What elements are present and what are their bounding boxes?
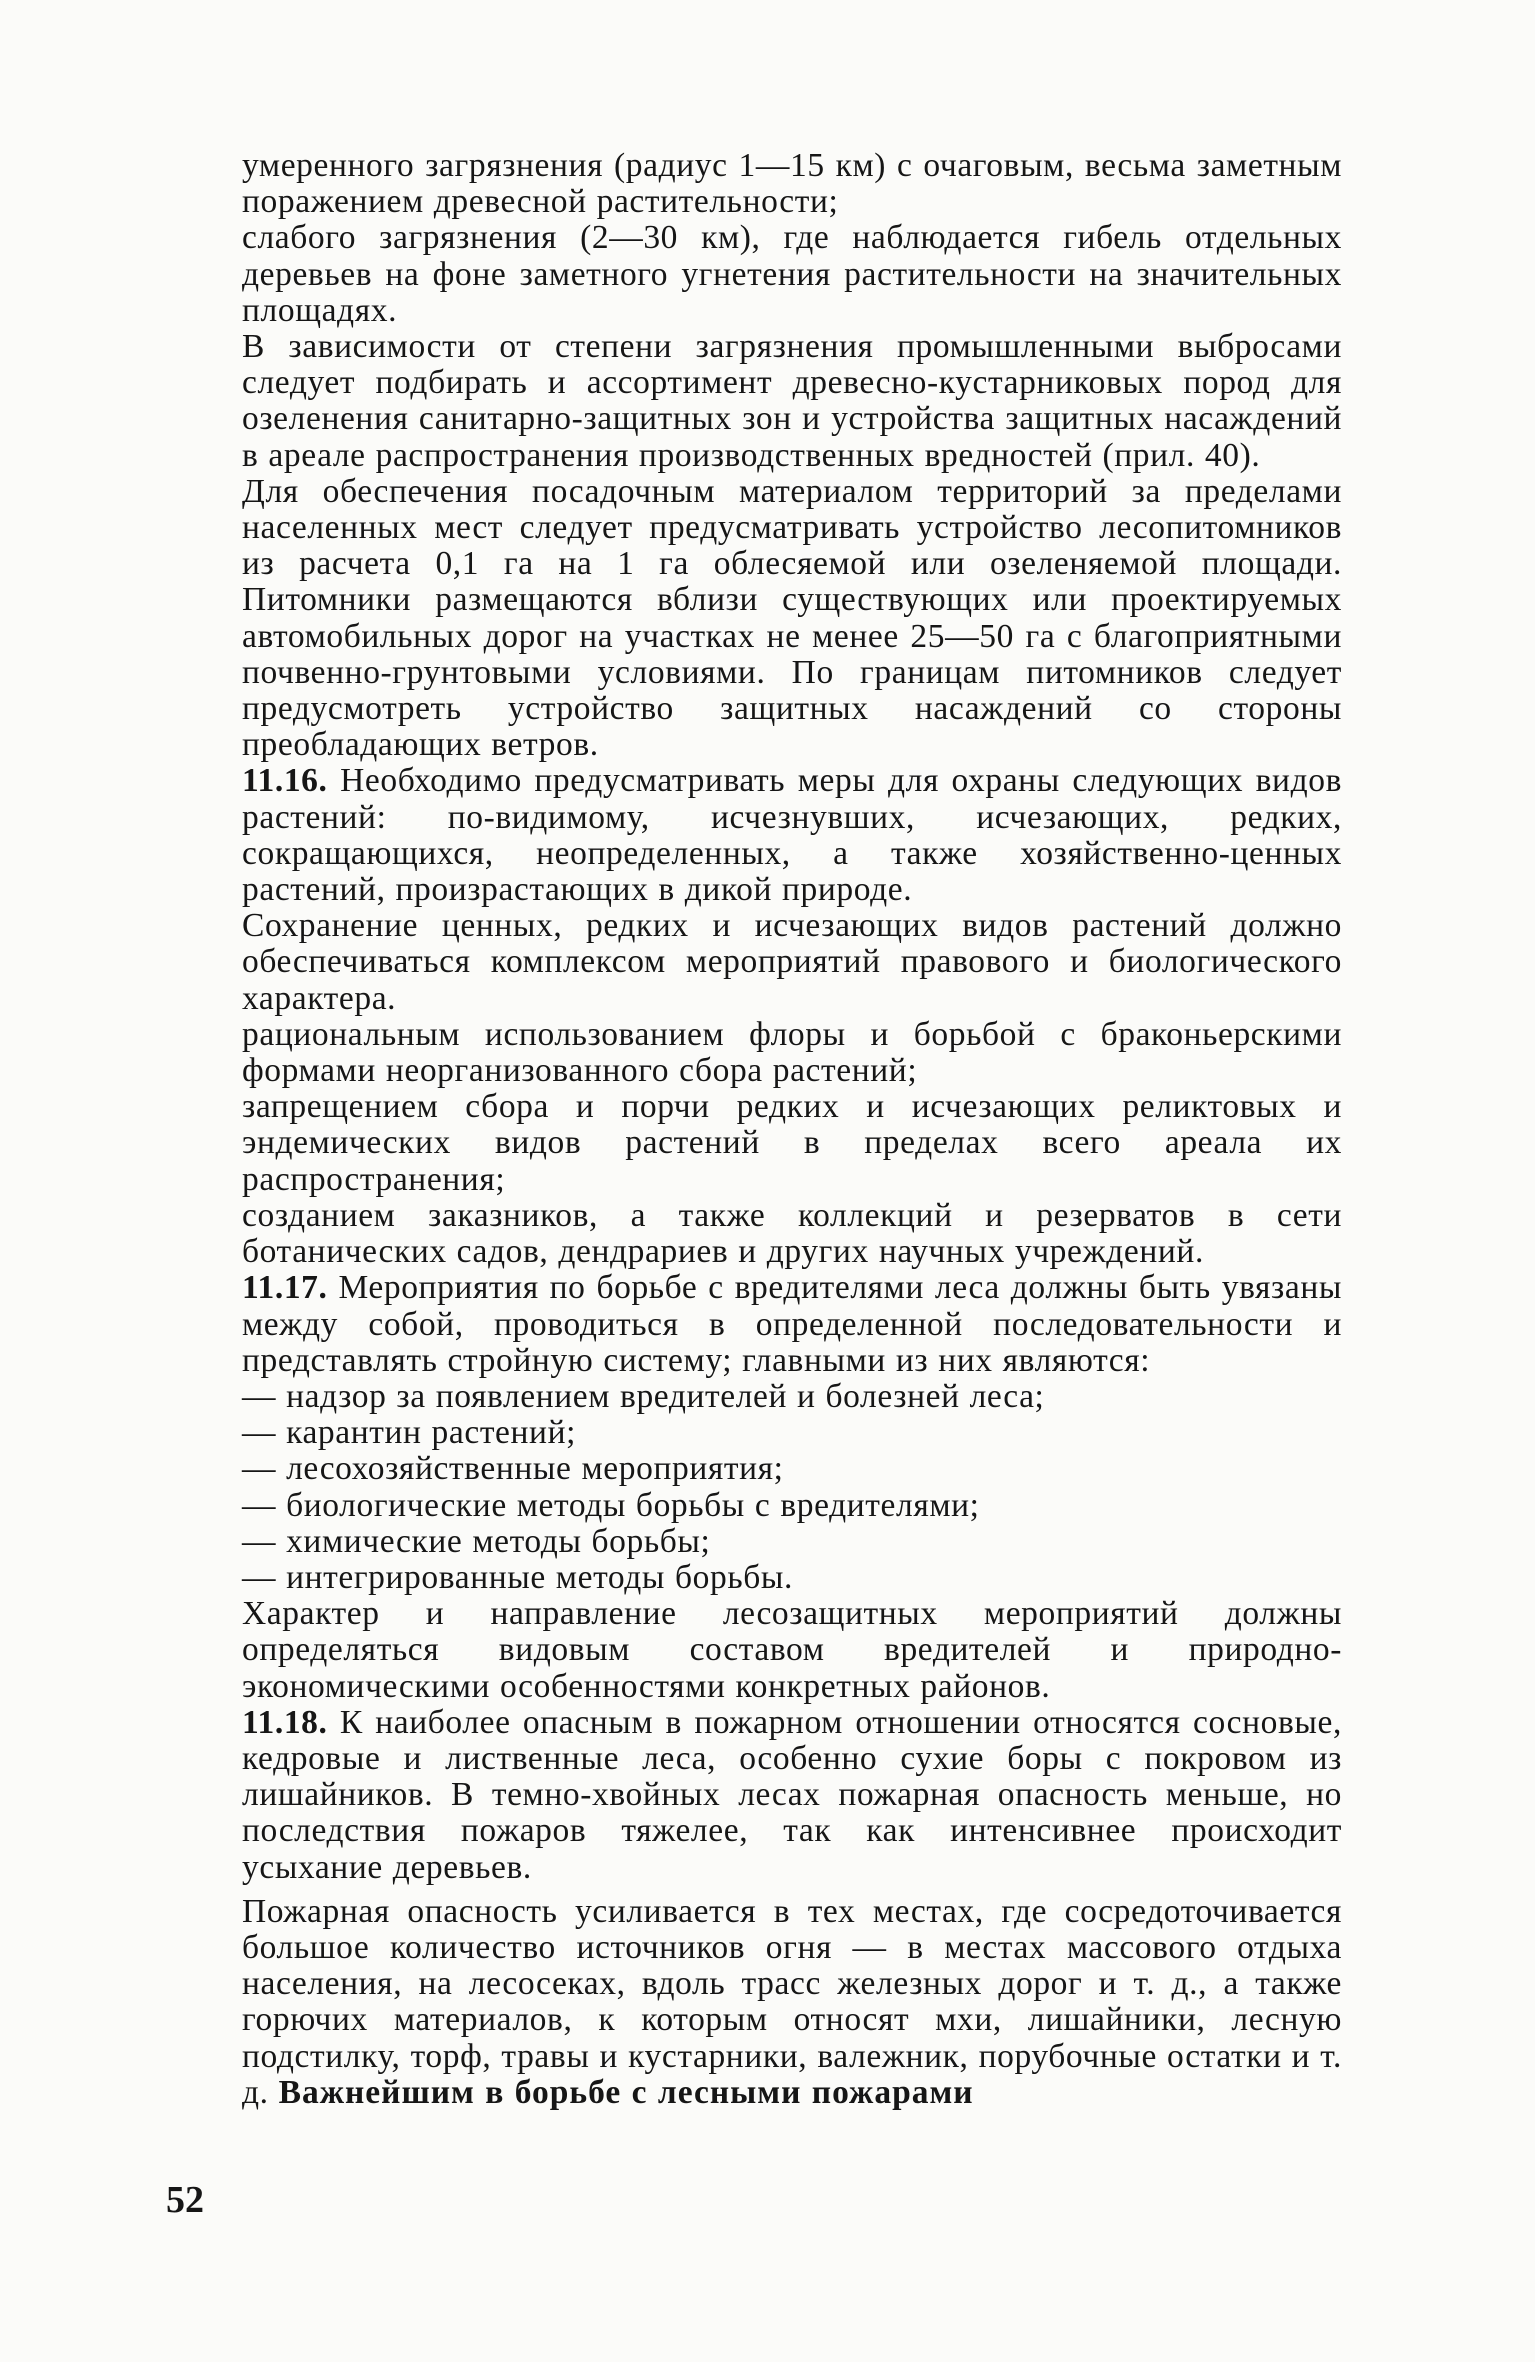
paragraph xyxy=(242,329,1342,474)
list-item: — лесохозяйственные мероприятия; xyxy=(242,1450,784,1488)
paragraph xyxy=(242,1198,1342,1270)
paragraph xyxy=(242,908,1342,1017)
paragraph-text: Мероприятия по борьбе с вредителями леса должны быть увязаны между собой, проводиться в определенной последовательности и представлять стройную систему; главными из них являются: xyxy=(242,1269,1342,1379)
body-text xyxy=(242,148,1342,2111)
paragraph-tail: Важнейшим в борьбе с лесными пожарами xyxy=(278,2073,974,2111)
list-item: — карантин растений; xyxy=(242,1414,577,1452)
paragraph-text: умеренного загрязнения (радиус 1—15 км) с очаговым, весьма заметным поражением древесной растительности; xyxy=(242,147,1342,221)
paragraph-text: Необходимо предусматривать меры для охраны следующих видов растений: по-видимому, исчезнувших, исчезающих, редких, сокращающихся, неопределенных, а также хозяйственно-ценных растений, произрастающих в дикой природе. xyxy=(242,762,1342,909)
section-number: 11.16. xyxy=(242,762,328,800)
paragraph-text: В зависимости от степени загрязнения промышленными выбросами следует подбирать и ассортимент древесно-кустарниковых пород для озеленения санитарно-защитных зон и устройства защитных насаждений в ареале распространения производственных вредностей (прил. 40). xyxy=(242,328,1342,474)
list-item: — интегрированные методы борьбы. xyxy=(242,1558,793,1596)
paragraph-text: К наиболее опасным в пожарном отношении относятся сосновые, кедровые и лиственные леса, особенно сухие боры с покровом из лишайников. В темно-хвойных лесах пожарная опасность меньше, но последствия пожаров тяжелее, так как интенсивнее происходит усыхание деревьев. xyxy=(242,1703,1342,1886)
paragraph xyxy=(242,1270,1342,1379)
paragraph xyxy=(242,763,1342,908)
paragraph-text: Характер и направление лесозащитных мероприятий должны определяться видовым составом вредителей и природно-экономическими особенностями конкретных районов. xyxy=(242,1595,1342,1705)
paragraph-text: Пожарная опасность усиливается в тех местах, где сосредоточивается большое количество источников огня — в местах массового отдыха населения, на лесосеках, вдоль трасс железных дорог и т. д., а также горючих материалов, к которым относят мхи, лишайники, лесную подстилку, торф, травы и кустарники, валежник, порубочные остатки и т. д. xyxy=(242,1892,1342,2111)
paragraph xyxy=(242,1017,1342,1089)
paragraph-text: Сохранение ценных, редких и исчезающих видов растений должно обеспечиваться комплексом мероприятий правового и биологического характера. xyxy=(242,907,1342,1017)
paragraph xyxy=(242,220,1342,329)
paragraph-text: Для обеспечения посадочным материалом территорий за пределами населенных мест следует предусматривать устройство лесопитомников из расчета 0,1 га на 1 га облесяемой или озеленяемой площади. Питомники размещаются вблизи существующих или проектируемых автомобильных дорог на участках не менее 25—50 га с благоприятными почвенно-грунтовыми условиями. По границам питомников следует предусмотреть устройство защитных насаждений со стороны преобладающих ветров. xyxy=(242,472,1342,764)
paragraph-text: рациональным использованием флоры и борьбой с браконьерскими формами неорганизованного сбора растений; xyxy=(242,1015,1342,1090)
paragraph xyxy=(242,148,1342,220)
paragraph xyxy=(242,1596,1342,1705)
paragraph-text: запрещением сбора и порчи редких и исчезающих реликтовых и эндемических видов растений в пределах всего ареала их распространения; xyxy=(242,1088,1342,1198)
paragraph-text: созданием заказников, а также коллекций и резерватов в сети ботанических садов, дендрариев и других научных учреждений. xyxy=(242,1196,1342,1271)
list-item: — надзор за появлением вредителей и болезней леса; xyxy=(242,1377,1045,1415)
page-number: 52 xyxy=(166,2179,204,2221)
section-number: 11.17. xyxy=(242,1269,328,1307)
paragraph-text: слабого загрязнения (2—30 км), где наблюдается гибель отдельных деревьев на фоне заметного угнетения растительности на значительных площадях. xyxy=(242,219,1342,329)
paragraph xyxy=(242,1089,1342,1198)
section-number: 11.18. xyxy=(242,1703,328,1741)
measures-list xyxy=(242,1379,1342,1596)
list-item: — химические методы борьбы; xyxy=(242,1522,711,1560)
paragraph xyxy=(242,1894,1342,2111)
list-item: — биологические методы борьбы с вредителями; xyxy=(242,1486,980,1524)
paragraph xyxy=(242,474,1342,764)
paragraph xyxy=(242,1705,1342,1886)
